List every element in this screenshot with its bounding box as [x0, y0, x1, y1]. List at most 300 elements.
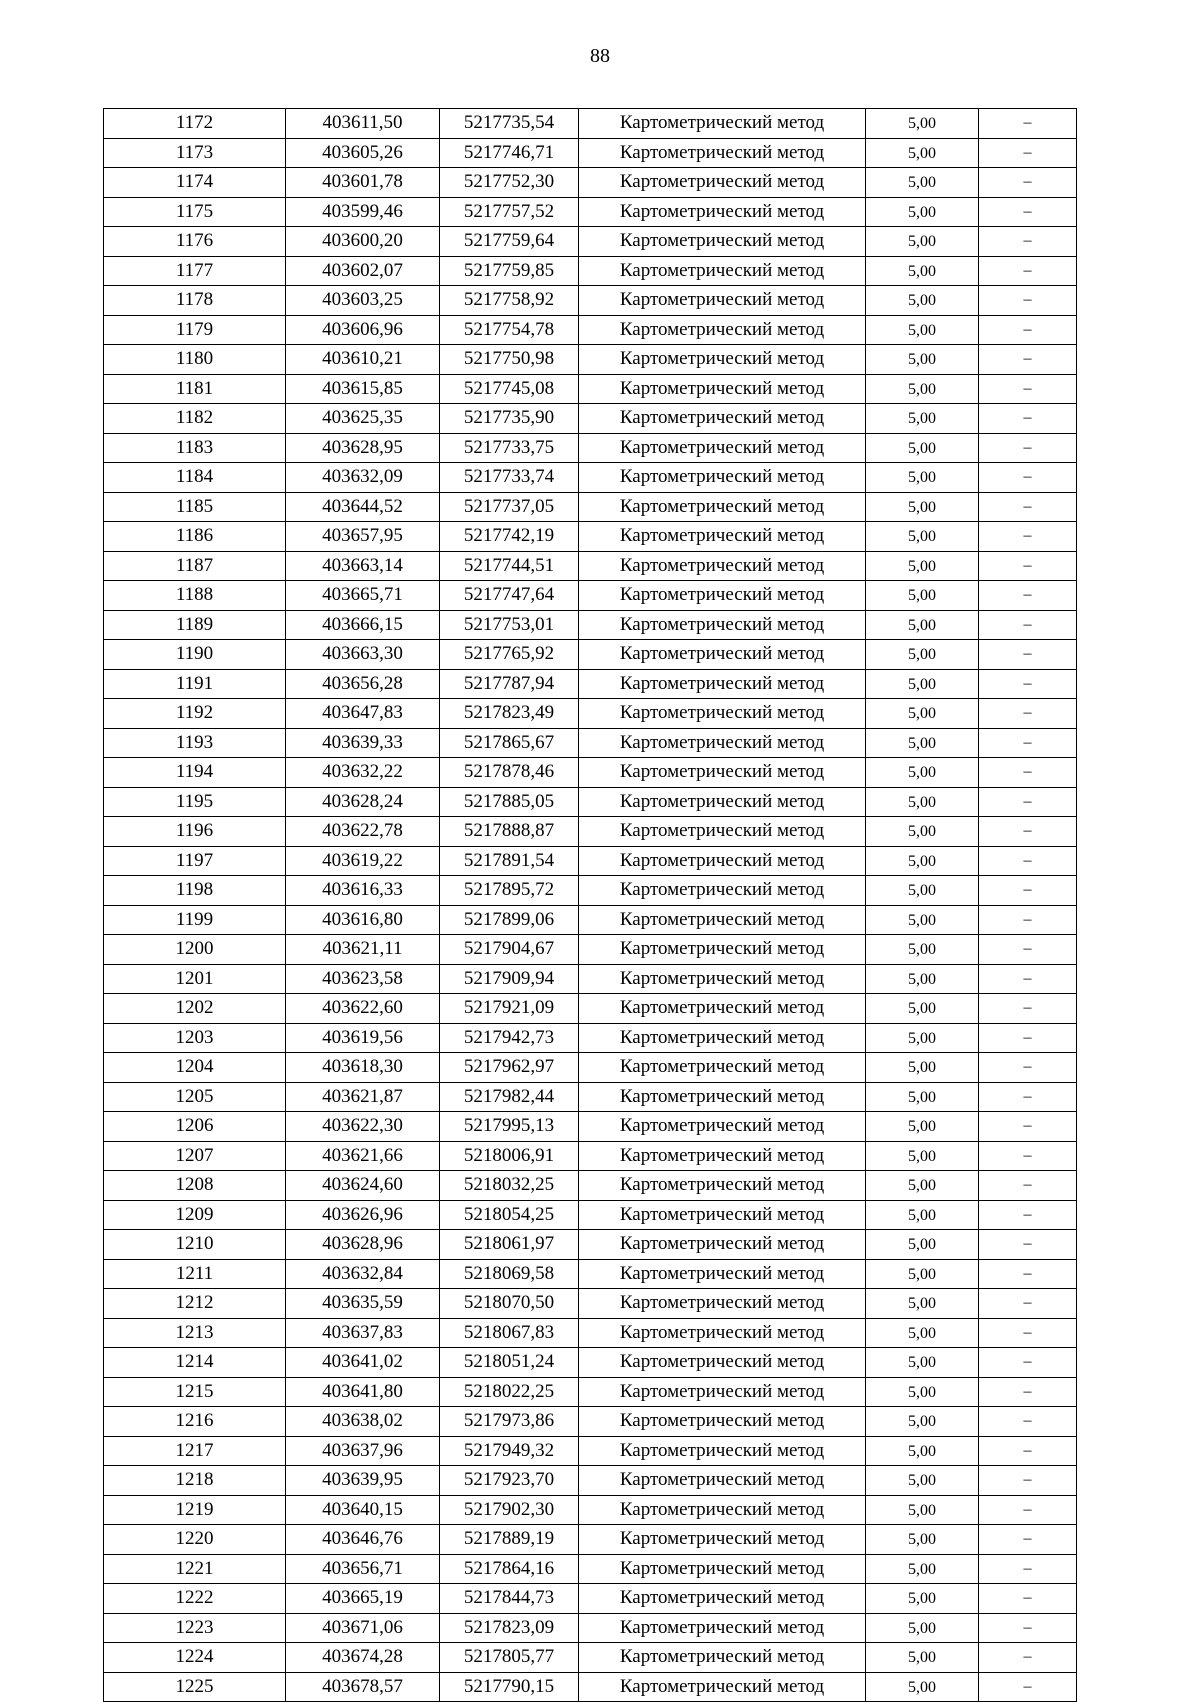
note-cell: –: [979, 1082, 1077, 1112]
y-coordinate-cell: 5218070,50: [440, 1289, 579, 1319]
accuracy-cell: 5,00: [866, 846, 979, 876]
y-coordinate-cell: 5217899,06: [440, 905, 579, 935]
table-row: [104, 315, 1077, 345]
point-number-cell: 1195: [104, 787, 286, 817]
method-cell: Картометрический метод: [579, 905, 866, 935]
note-cell: –: [979, 1643, 1077, 1673]
accuracy-cell: 5,00: [866, 256, 979, 286]
table-row: [104, 492, 1077, 522]
coordinates-table: [103, 108, 1077, 1702]
y-coordinate-cell: 5217823,09: [440, 1613, 579, 1643]
method-cell: Картометрический метод: [579, 1643, 866, 1673]
x-coordinate-cell: 403632,09: [286, 463, 440, 493]
method-cell: Картометрический метод: [579, 1171, 866, 1201]
accuracy-cell: 5,00: [866, 1643, 979, 1673]
y-coordinate-cell: 5218032,25: [440, 1171, 579, 1201]
accuracy-cell: 5,00: [866, 1082, 979, 1112]
point-number-cell: 1210: [104, 1230, 286, 1260]
table-row: [104, 1643, 1077, 1673]
point-number-cell: 1199: [104, 905, 286, 935]
y-coordinate-cell: 5217895,72: [440, 876, 579, 906]
point-number-cell: 1192: [104, 699, 286, 729]
table-row: [104, 787, 1077, 817]
y-coordinate-cell: 5217754,78: [440, 315, 579, 345]
note-cell: –: [979, 1672, 1077, 1702]
note-cell: –: [979, 905, 1077, 935]
point-number-cell: 1179: [104, 315, 286, 345]
method-cell: Картометрический метод: [579, 1259, 866, 1289]
y-coordinate-cell: 5217949,32: [440, 1436, 579, 1466]
method-cell: Картометрический метод: [579, 286, 866, 316]
x-coordinate-cell: 403599,46: [286, 197, 440, 227]
y-coordinate-cell: 5217942,73: [440, 1023, 579, 1053]
x-coordinate-cell: 403647,83: [286, 699, 440, 729]
table-row: [104, 1672, 1077, 1702]
method-cell: Картометрический метод: [579, 1377, 866, 1407]
y-coordinate-cell: 5217805,77: [440, 1643, 579, 1673]
note-cell: –: [979, 1377, 1077, 1407]
note-cell: –: [979, 1053, 1077, 1083]
y-coordinate-cell: 5217747,64: [440, 581, 579, 611]
accuracy-cell: 5,00: [866, 1466, 979, 1496]
y-coordinate-cell: 5217995,13: [440, 1112, 579, 1142]
method-cell: Картометрический метод: [579, 846, 866, 876]
accuracy-cell: 5,00: [866, 1407, 979, 1437]
note-cell: –: [979, 728, 1077, 758]
y-coordinate-cell: 5217752,30: [440, 168, 579, 198]
method-cell: Картометрический метод: [579, 1672, 866, 1702]
point-number-cell: 1182: [104, 404, 286, 434]
x-coordinate-cell: 403644,52: [286, 492, 440, 522]
x-coordinate-cell: 403656,71: [286, 1554, 440, 1584]
table-row: [104, 374, 1077, 404]
note-cell: –: [979, 669, 1077, 699]
table-row: [104, 1407, 1077, 1437]
method-cell: Картометрический метод: [579, 1613, 866, 1643]
accuracy-cell: 5,00: [866, 1348, 979, 1378]
y-coordinate-cell: 5217878,46: [440, 758, 579, 788]
method-cell: Картометрический метод: [579, 492, 866, 522]
method-cell: Картометрический метод: [579, 1141, 866, 1171]
note-cell: –: [979, 935, 1077, 965]
x-coordinate-cell: 403622,60: [286, 994, 440, 1024]
method-cell: Картометрический метод: [579, 1112, 866, 1142]
accuracy-cell: 5,00: [866, 1289, 979, 1319]
x-coordinate-cell: 403663,14: [286, 551, 440, 581]
method-cell: Картометрический метод: [579, 138, 866, 168]
point-number-cell: 1196: [104, 817, 286, 847]
note-cell: –: [979, 699, 1077, 729]
y-coordinate-cell: 5217735,90: [440, 404, 579, 434]
point-number-cell: 1183: [104, 433, 286, 463]
accuracy-cell: 5,00: [866, 433, 979, 463]
point-number-cell: 1181: [104, 374, 286, 404]
y-coordinate-cell: 5217742,19: [440, 522, 579, 552]
accuracy-cell: 5,00: [866, 964, 979, 994]
accuracy-cell: 5,00: [866, 787, 979, 817]
table-row: [104, 669, 1077, 699]
point-number-cell: 1218: [104, 1466, 286, 1496]
accuracy-cell: 5,00: [866, 669, 979, 699]
accuracy-cell: 5,00: [866, 876, 979, 906]
method-cell: Картометрический метод: [579, 1200, 866, 1230]
method-cell: Картометрический метод: [579, 817, 866, 847]
note-cell: –: [979, 1584, 1077, 1614]
x-coordinate-cell: 403632,84: [286, 1259, 440, 1289]
x-coordinate-cell: 403637,83: [286, 1318, 440, 1348]
method-cell: Картометрический метод: [579, 109, 866, 139]
x-coordinate-cell: 403610,21: [286, 345, 440, 375]
accuracy-cell: 5,00: [866, 286, 979, 316]
table-row: [104, 1200, 1077, 1230]
coordinates-table-body: [104, 109, 1077, 1702]
x-coordinate-cell: 403623,58: [286, 964, 440, 994]
method-cell: Картометрический метод: [579, 256, 866, 286]
accuracy-cell: 5,00: [866, 1436, 979, 1466]
point-number-cell: 1187: [104, 551, 286, 581]
accuracy-cell: 5,00: [866, 374, 979, 404]
note-cell: –: [979, 758, 1077, 788]
table-row: [104, 1348, 1077, 1378]
x-coordinate-cell: 403601,78: [286, 168, 440, 198]
note-cell: –: [979, 433, 1077, 463]
point-number-cell: 1212: [104, 1289, 286, 1319]
x-coordinate-cell: 403671,06: [286, 1613, 440, 1643]
y-coordinate-cell: 5217759,85: [440, 256, 579, 286]
method-cell: Картометрический метод: [579, 994, 866, 1024]
note-cell: –: [979, 315, 1077, 345]
x-coordinate-cell: 403663,30: [286, 640, 440, 670]
accuracy-cell: 5,00: [866, 1200, 979, 1230]
y-coordinate-cell: 5217885,05: [440, 787, 579, 817]
x-coordinate-cell: 403621,11: [286, 935, 440, 965]
accuracy-cell: 5,00: [866, 345, 979, 375]
x-coordinate-cell: 403641,80: [286, 1377, 440, 1407]
accuracy-cell: 5,00: [866, 1525, 979, 1555]
y-coordinate-cell: 5218069,58: [440, 1259, 579, 1289]
y-coordinate-cell: 5218067,83: [440, 1318, 579, 1348]
method-cell: Картометрический метод: [579, 433, 866, 463]
method-cell: Картометрический метод: [579, 168, 866, 198]
point-number-cell: 1184: [104, 463, 286, 493]
point-number-cell: 1174: [104, 168, 286, 198]
method-cell: Картометрический метод: [579, 1407, 866, 1437]
note-cell: –: [979, 1318, 1077, 1348]
note-cell: –: [979, 551, 1077, 581]
y-coordinate-cell: 5217733,74: [440, 463, 579, 493]
table-row: [104, 994, 1077, 1024]
method-cell: Картометрический метод: [579, 1554, 866, 1584]
note-cell: –: [979, 1348, 1077, 1378]
accuracy-cell: 5,00: [866, 640, 979, 670]
note-cell: –: [979, 1407, 1077, 1437]
x-coordinate-cell: 403641,02: [286, 1348, 440, 1378]
point-number-cell: 1173: [104, 138, 286, 168]
method-cell: Картометрический метод: [579, 581, 866, 611]
accuracy-cell: 5,00: [866, 1053, 979, 1083]
point-number-cell: 1175: [104, 197, 286, 227]
accuracy-cell: 5,00: [866, 1495, 979, 1525]
x-coordinate-cell: 403628,95: [286, 433, 440, 463]
x-coordinate-cell: 403666,15: [286, 610, 440, 640]
point-number-cell: 1197: [104, 846, 286, 876]
x-coordinate-cell: 403624,60: [286, 1171, 440, 1201]
table-row: [104, 1613, 1077, 1643]
x-coordinate-cell: 403606,96: [286, 315, 440, 345]
x-coordinate-cell: 403628,24: [286, 787, 440, 817]
accuracy-cell: 5,00: [866, 404, 979, 434]
x-coordinate-cell: 403619,56: [286, 1023, 440, 1053]
method-cell: Картометрический метод: [579, 551, 866, 581]
point-number-cell: 1172: [104, 109, 286, 139]
accuracy-cell: 5,00: [866, 168, 979, 198]
method-cell: Картометрический метод: [579, 1525, 866, 1555]
method-cell: Картометрический метод: [579, 787, 866, 817]
accuracy-cell: 5,00: [866, 492, 979, 522]
table-row: [104, 876, 1077, 906]
x-coordinate-cell: 403615,85: [286, 374, 440, 404]
method-cell: Картометрический метод: [579, 1230, 866, 1260]
y-coordinate-cell: 5217746,71: [440, 138, 579, 168]
note-cell: –: [979, 640, 1077, 670]
x-coordinate-cell: 403622,30: [286, 1112, 440, 1142]
accuracy-cell: 5,00: [866, 994, 979, 1024]
y-coordinate-cell: 5217909,94: [440, 964, 579, 994]
method-cell: Картометрический метод: [579, 640, 866, 670]
y-coordinate-cell: 5217733,75: [440, 433, 579, 463]
method-cell: Картометрический метод: [579, 1584, 866, 1614]
x-coordinate-cell: 403665,71: [286, 581, 440, 611]
table-row: [104, 404, 1077, 434]
note-cell: –: [979, 109, 1077, 139]
table-row: [104, 728, 1077, 758]
x-coordinate-cell: 403665,19: [286, 1584, 440, 1614]
method-cell: Картометрический метод: [579, 345, 866, 375]
point-number-cell: 1209: [104, 1200, 286, 1230]
table-row: [104, 433, 1077, 463]
y-coordinate-cell: 5217790,15: [440, 1672, 579, 1702]
accuracy-cell: 5,00: [866, 227, 979, 257]
method-cell: Картометрический метод: [579, 758, 866, 788]
x-coordinate-cell: 403626,96: [286, 1200, 440, 1230]
y-coordinate-cell: 5217750,98: [440, 345, 579, 375]
note-cell: –: [979, 994, 1077, 1024]
x-coordinate-cell: 403639,33: [286, 728, 440, 758]
note-cell: –: [979, 256, 1077, 286]
note-cell: –: [979, 876, 1077, 906]
x-coordinate-cell: 403628,96: [286, 1230, 440, 1260]
point-number-cell: 1221: [104, 1554, 286, 1584]
note-cell: –: [979, 1259, 1077, 1289]
y-coordinate-cell: 5217735,54: [440, 109, 579, 139]
method-cell: Картометрический метод: [579, 1466, 866, 1496]
table-row: [104, 758, 1077, 788]
method-cell: Картометрический метод: [579, 463, 866, 493]
note-cell: –: [979, 197, 1077, 227]
point-number-cell: 1191: [104, 669, 286, 699]
accuracy-cell: 5,00: [866, 758, 979, 788]
accuracy-cell: 5,00: [866, 315, 979, 345]
point-number-cell: 1222: [104, 1584, 286, 1614]
method-cell: Картометрический метод: [579, 728, 866, 758]
accuracy-cell: 5,00: [866, 1554, 979, 1584]
method-cell: Картометрический метод: [579, 935, 866, 965]
point-number-cell: 1185: [104, 492, 286, 522]
method-cell: Картометрический метод: [579, 315, 866, 345]
method-cell: Картометрический метод: [579, 699, 866, 729]
y-coordinate-cell: 5217865,67: [440, 728, 579, 758]
x-coordinate-cell: 403600,20: [286, 227, 440, 257]
table-row: [104, 1023, 1077, 1053]
method-cell: Картометрический метод: [579, 197, 866, 227]
point-number-cell: 1180: [104, 345, 286, 375]
table-row: [104, 1495, 1077, 1525]
point-number-cell: 1225: [104, 1672, 286, 1702]
x-coordinate-cell: 403657,95: [286, 522, 440, 552]
point-number-cell: 1201: [104, 964, 286, 994]
y-coordinate-cell: 5218061,97: [440, 1230, 579, 1260]
accuracy-cell: 5,00: [866, 1584, 979, 1614]
accuracy-cell: 5,00: [866, 1377, 979, 1407]
y-coordinate-cell: 5217745,08: [440, 374, 579, 404]
point-number-cell: 1204: [104, 1053, 286, 1083]
x-coordinate-cell: 403622,78: [286, 817, 440, 847]
point-number-cell: 1188: [104, 581, 286, 611]
table-row: [104, 610, 1077, 640]
y-coordinate-cell: 5217902,30: [440, 1495, 579, 1525]
method-cell: Картометрический метод: [579, 1436, 866, 1466]
x-coordinate-cell: 403646,76: [286, 1525, 440, 1555]
method-cell: Картометрический метод: [579, 1348, 866, 1378]
point-number-cell: 1178: [104, 286, 286, 316]
note-cell: –: [979, 817, 1077, 847]
y-coordinate-cell: 5218054,25: [440, 1200, 579, 1230]
table-row: [104, 1377, 1077, 1407]
accuracy-cell: 5,00: [866, 1259, 979, 1289]
accuracy-cell: 5,00: [866, 610, 979, 640]
x-coordinate-cell: 403616,33: [286, 876, 440, 906]
note-cell: –: [979, 522, 1077, 552]
x-coordinate-cell: 403635,59: [286, 1289, 440, 1319]
y-coordinate-cell: 5217757,52: [440, 197, 579, 227]
method-cell: Картометрический метод: [579, 1495, 866, 1525]
table-row: [104, 1584, 1077, 1614]
x-coordinate-cell: 403621,66: [286, 1141, 440, 1171]
accuracy-cell: 5,00: [866, 728, 979, 758]
table-row: [104, 463, 1077, 493]
x-coordinate-cell: 403603,25: [286, 286, 440, 316]
note-cell: –: [979, 1466, 1077, 1496]
x-coordinate-cell: 403605,26: [286, 138, 440, 168]
table-row: [104, 109, 1077, 139]
table-row: [104, 345, 1077, 375]
y-coordinate-cell: 5217888,87: [440, 817, 579, 847]
method-cell: Картометрический метод: [579, 404, 866, 434]
y-coordinate-cell: 5217744,51: [440, 551, 579, 581]
accuracy-cell: 5,00: [866, 1171, 979, 1201]
accuracy-cell: 5,00: [866, 1672, 979, 1702]
point-number-cell: 1194: [104, 758, 286, 788]
method-cell: Картометрический метод: [579, 227, 866, 257]
point-number-cell: 1215: [104, 1377, 286, 1407]
table-row: [104, 1318, 1077, 1348]
y-coordinate-cell: 5217921,09: [440, 994, 579, 1024]
point-number-cell: 1203: [104, 1023, 286, 1053]
point-number-cell: 1177: [104, 256, 286, 286]
y-coordinate-cell: 5217787,94: [440, 669, 579, 699]
point-number-cell: 1202: [104, 994, 286, 1024]
x-coordinate-cell: 403616,80: [286, 905, 440, 935]
x-coordinate-cell: 403678,57: [286, 1672, 440, 1702]
table-row: [104, 1554, 1077, 1584]
note-cell: –: [979, 345, 1077, 375]
table-row: [104, 227, 1077, 257]
y-coordinate-cell: 5218006,91: [440, 1141, 579, 1171]
x-coordinate-cell: 403611,50: [286, 109, 440, 139]
point-number-cell: 1211: [104, 1259, 286, 1289]
note-cell: –: [979, 227, 1077, 257]
table-row: [104, 581, 1077, 611]
method-cell: Картометрический метод: [579, 964, 866, 994]
x-coordinate-cell: 403621,87: [286, 1082, 440, 1112]
accuracy-cell: 5,00: [866, 463, 979, 493]
note-cell: –: [979, 1171, 1077, 1201]
point-number-cell: 1219: [104, 1495, 286, 1525]
x-coordinate-cell: 403619,22: [286, 846, 440, 876]
y-coordinate-cell: 5217737,05: [440, 492, 579, 522]
note-cell: –: [979, 404, 1077, 434]
note-cell: –: [979, 1023, 1077, 1053]
y-coordinate-cell: 5217758,92: [440, 286, 579, 316]
point-number-cell: 1176: [104, 227, 286, 257]
table-row: [104, 522, 1077, 552]
point-number-cell: 1223: [104, 1613, 286, 1643]
table-row: [104, 817, 1077, 847]
table-row: [104, 905, 1077, 935]
note-cell: –: [979, 286, 1077, 316]
table-row: [104, 1053, 1077, 1083]
point-number-cell: 1208: [104, 1171, 286, 1201]
table-row: [104, 935, 1077, 965]
note-cell: –: [979, 1525, 1077, 1555]
point-number-cell: 1200: [104, 935, 286, 965]
accuracy-cell: 5,00: [866, 699, 979, 729]
note-cell: –: [979, 581, 1077, 611]
table-row: [104, 1082, 1077, 1112]
table-row: [104, 846, 1077, 876]
y-coordinate-cell: 5217962,97: [440, 1053, 579, 1083]
table-row: [104, 1259, 1077, 1289]
y-coordinate-cell: 5218022,25: [440, 1377, 579, 1407]
y-coordinate-cell: 5217753,01: [440, 610, 579, 640]
table-row: [104, 286, 1077, 316]
y-coordinate-cell: 5217973,86: [440, 1407, 579, 1437]
table-row: [104, 699, 1077, 729]
method-cell: Картометрический метод: [579, 374, 866, 404]
method-cell: Картометрический метод: [579, 876, 866, 906]
y-coordinate-cell: 5217904,67: [440, 935, 579, 965]
page-number: 88: [590, 45, 610, 67]
note-cell: –: [979, 168, 1077, 198]
x-coordinate-cell: 403637,96: [286, 1436, 440, 1466]
accuracy-cell: 5,00: [866, 817, 979, 847]
note-cell: –: [979, 1436, 1077, 1466]
y-coordinate-cell: 5217844,73: [440, 1584, 579, 1614]
table-row: [104, 551, 1077, 581]
x-coordinate-cell: 403674,28: [286, 1643, 440, 1673]
table-row: [104, 138, 1077, 168]
method-cell: Картометрический метод: [579, 669, 866, 699]
